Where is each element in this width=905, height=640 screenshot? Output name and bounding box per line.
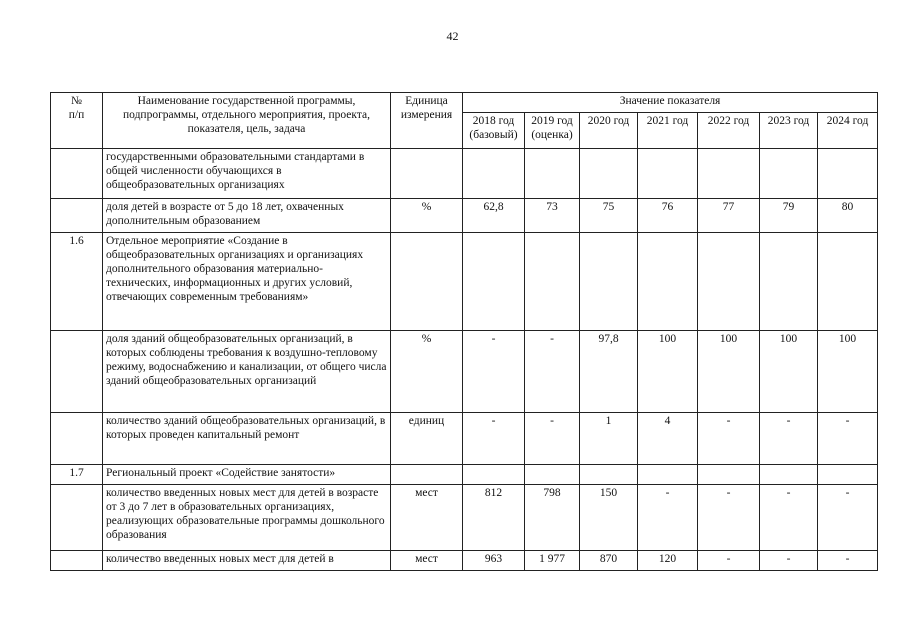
row-value: 100 — [638, 331, 698, 413]
row-num — [51, 413, 103, 465]
row-unit: % — [391, 331, 463, 413]
row-value — [580, 233, 638, 331]
header-year-2023: 2023 год — [760, 113, 818, 149]
row-value: - — [698, 413, 760, 465]
row-unit — [391, 465, 463, 485]
row-num — [51, 331, 103, 413]
row-value — [818, 149, 878, 199]
row-value: - — [818, 413, 878, 465]
row-value: - — [525, 413, 580, 465]
row-value — [698, 233, 760, 331]
table-row — [51, 465, 878, 485]
row-value: 963 — [463, 551, 525, 571]
row-value: - — [463, 331, 525, 413]
row-value — [525, 149, 580, 199]
row-name: количество введенных новых мест для детей в — [103, 551, 391, 571]
row-name: количество зданий общеобразовательных организаций, в которых проведен капитальный ремонт — [103, 413, 391, 465]
row-value — [580, 149, 638, 199]
header-name: Наименование государственной программы, подпрограммы, отдельного мероприятия, проекта, показателя, цель, задача — [103, 93, 391, 149]
row-value: 150 — [580, 485, 638, 551]
row-value — [760, 233, 818, 331]
row-num — [51, 149, 103, 199]
header-year-2021: 2021 год — [638, 113, 698, 149]
row-value: 100 — [818, 331, 878, 413]
row-value — [760, 465, 818, 485]
row-value: - — [818, 551, 878, 571]
row-value — [580, 465, 638, 485]
row-value — [463, 233, 525, 331]
row-value: - — [760, 413, 818, 465]
row-value: 798 — [525, 485, 580, 551]
row-value: 100 — [698, 331, 760, 413]
row-value — [698, 149, 760, 199]
row-value — [760, 149, 818, 199]
row-value: 812 — [463, 485, 525, 551]
header-value-group: Значение показателя — [463, 93, 878, 113]
row-value: - — [638, 485, 698, 551]
row-unit: единиц — [391, 413, 463, 465]
header-num-text: № п/п — [68, 95, 85, 121]
header-year-2018: 2018 год (базовый) — [463, 113, 525, 149]
row-value — [463, 465, 525, 485]
row-value: 76 — [638, 199, 698, 233]
row-name: Отдельное мероприятие «Создание в общеобразовательных организациях и организациях дополнительного образования материально-технических, информационных и других условий, отвечающих современным требованиям» — [103, 233, 391, 331]
row-value: - — [525, 331, 580, 413]
row-value: - — [463, 413, 525, 465]
row-unit: мест — [391, 551, 463, 571]
row-num — [51, 551, 103, 571]
row-value: 100 — [760, 331, 818, 413]
row-name: количество введенных новых мест для детей в возрасте от 3 до 7 лет в образовательных организациях, реализующих образовательные программы дошкольного образования — [103, 485, 391, 551]
table-row — [51, 233, 878, 331]
row-value: 75 — [580, 199, 638, 233]
header-unit: Единица измерения — [391, 93, 463, 149]
row-value — [638, 465, 698, 485]
row-value — [525, 233, 580, 331]
row-value — [463, 149, 525, 199]
table-row — [51, 485, 878, 551]
row-unit — [391, 149, 463, 199]
row-value: 73 — [525, 199, 580, 233]
header-year-2022: 2022 год — [698, 113, 760, 149]
row-unit: % — [391, 199, 463, 233]
row-value: 79 — [760, 199, 818, 233]
row-value: 870 — [580, 551, 638, 571]
row-value — [638, 233, 698, 331]
row-value: 80 — [818, 199, 878, 233]
row-value — [818, 233, 878, 331]
row-name: Региональный проект «Содействие занятости» — [103, 465, 391, 485]
header-year-2024: 2024 год — [818, 113, 878, 149]
table-row — [51, 413, 878, 465]
row-num: 1.7 — [51, 465, 103, 485]
header-num — [51, 93, 103, 149]
table-row — [51, 551, 878, 571]
row-value: 1 977 — [525, 551, 580, 571]
row-value: 4 — [638, 413, 698, 465]
row-value — [818, 465, 878, 485]
row-name: доля зданий общеобразовательных организаций, в которых соблюдены требования к воздушно-тепловому режиму, водоснабжению и канализации, от общего числа зданий общеобразовательных организаций — [103, 331, 391, 413]
row-value: - — [760, 551, 818, 571]
table-row — [51, 199, 878, 233]
table-row — [51, 331, 878, 413]
row-unit — [391, 233, 463, 331]
row-value: 97,8 — [580, 331, 638, 413]
page-number: 42 — [446, 29, 459, 43]
row-value: - — [818, 485, 878, 551]
indicators-table — [50, 92, 878, 571]
row-value — [698, 465, 760, 485]
header-year-2019: 2019 год (оценка) — [525, 113, 580, 149]
row-name: государственными образовательными стандартами в общей численности обучающихся в общеобразовательных организациях — [103, 149, 391, 199]
row-value — [638, 149, 698, 199]
row-value: 1 — [580, 413, 638, 465]
row-unit: мест — [391, 485, 463, 551]
row-value: 120 — [638, 551, 698, 571]
row-value: 62,8 — [463, 199, 525, 233]
row-name: доля детей в возрасте от 5 до 18 лет, охваченных дополнительным образованием — [103, 199, 391, 233]
row-value: - — [698, 551, 760, 571]
row-num — [51, 485, 103, 551]
header-year-2020: 2020 год — [580, 113, 638, 149]
table-row — [51, 149, 878, 199]
row-value: - — [698, 485, 760, 551]
row-value — [525, 465, 580, 485]
row-value: - — [760, 485, 818, 551]
row-num: 1.6 — [51, 233, 103, 331]
row-num — [51, 199, 103, 233]
row-value: 77 — [698, 199, 760, 233]
